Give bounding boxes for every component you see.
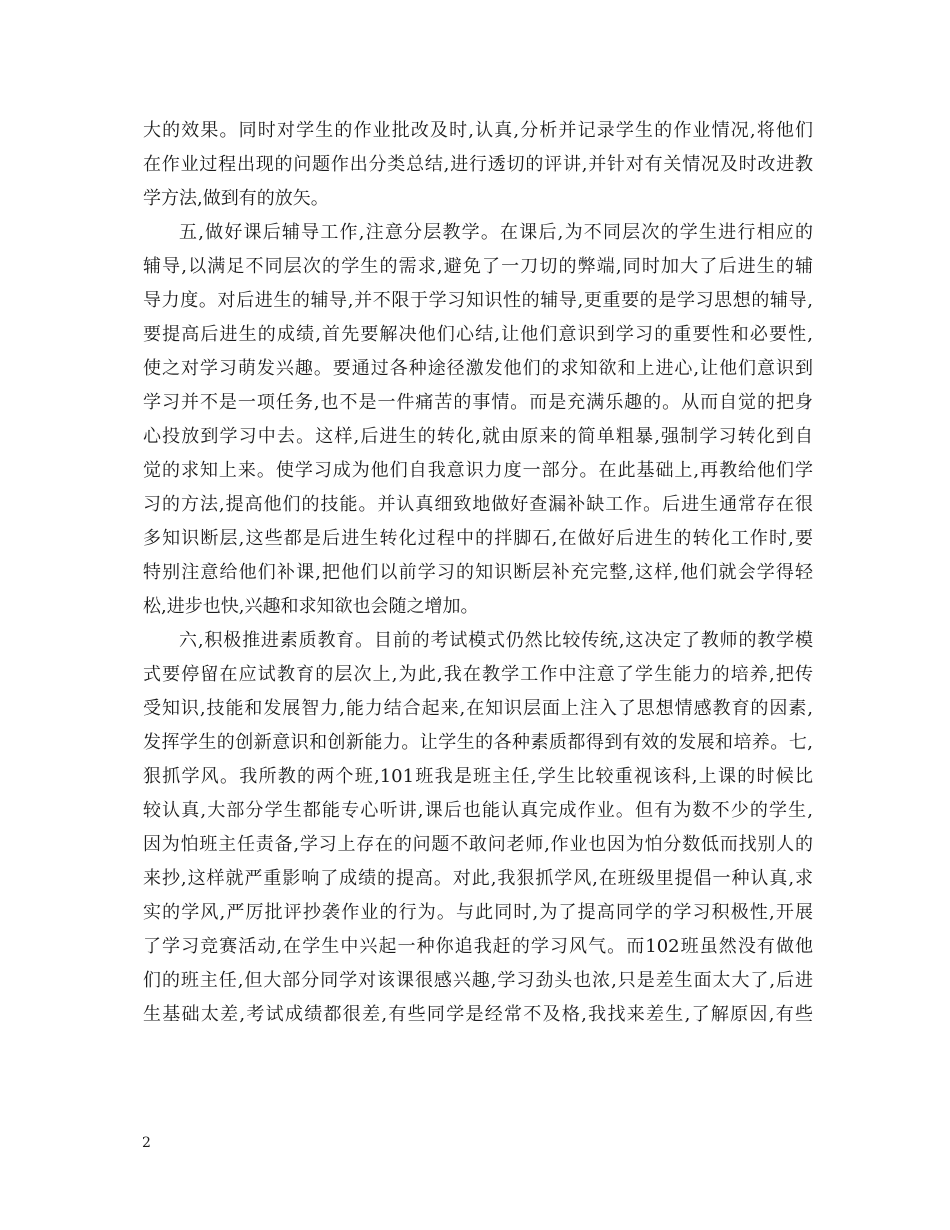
text-line: 发挥学生的创新意识和创新能力。让学生的各种素质都得到有效的发展和培养。七, (143, 732, 813, 753)
text-line: 狠抓学风。我所教的两个班,101班我是班主任,学生比较重视该科,上课的时候比 (143, 766, 813, 787)
text-line: 较认真,大部分学生都能专心听讲,课后也能认真完成作业。但有为数不少的学生, (143, 800, 813, 821)
body-text (143, 114, 813, 1032)
paragraph-start-line: 六,积极推进素质教育。目前的考试模式仍然比较传统,这决定了教师的教学模 (179, 630, 813, 651)
text-line: 习的方法,提高他们的技能。并认真细致地做好查漏补缺工作。后进生通常存在很 (143, 494, 813, 515)
text-line: 受知识,技能和发展智力,能力结合起来,在知识层面上注入了思想情感教育的因素, (143, 698, 813, 719)
text-line: 学方法,做到有的放矢。 (143, 188, 329, 209)
paragraph-start-line: 五,做好课后辅导工作,注意分层教学。在课后,为不同层次的学生进行相应的 (179, 222, 813, 243)
text-line: 觉的求知上来。使学习成为他们自我意识力度一部分。在此基础上,再教给他们学 (143, 460, 813, 481)
text-line: 大的效果。同时对学生的作业批改及时,认真,分析并记录学生的作业情况,将他们 (143, 120, 813, 141)
text-line: 辅导,以满足不同层次的学生的需求,避免了一刀切的弊端,同时加大了后进生的辅 (143, 256, 813, 277)
text-line: 学习并不是一项任务,也不是一件痛苦的事情。而是充满乐趣的。从而自觉的把身 (143, 392, 813, 413)
text-line: 心投放到学习中去。这样,后进生的转化,就由原来的简单粗暴,强制学习转化到自 (143, 426, 813, 447)
text-line: 多知识断层,这些都是后进生转化过程中的拌脚石,在做好后进生的转化工作时,要 (143, 528, 813, 549)
text-line: 来抄,这样就严重影响了成绩的提高。对此,我狠抓学风,在班级里提倡一种认真,求 (143, 868, 813, 889)
text-line: 松,进步也快,兴趣和求知欲也会随之增加。 (143, 596, 479, 617)
text-line: 导力度。对后进生的辅导,并不限于学习知识性的辅导,更重要的是学习思想的辅导, (143, 290, 813, 311)
text-line: 生基础太差,考试成绩都很差,有些同学是经常不及格,我找来差生,了解原因,有些 (143, 1004, 813, 1025)
text-line: 因为怕班主任责备,学习上存在的问题不敢问老师,作业也因为怕分数低而找别人的 (143, 834, 813, 855)
text-line: 要提高后进生的成绩,首先要解决他们心结,让他们意识到学习的重要性和必要性, (143, 324, 813, 345)
text-line: 们的班主任,但大部分同学对该课很感兴趣,学习劲头也浓,只是差生面太大了,后进 (143, 970, 813, 991)
text-line: 在作业过程出现的问题作出分类总结,进行透切的评讲,并针对有关情况及时改进教 (143, 154, 813, 175)
text-line: 使之对学习萌发兴趣。要通过各种途径激发他们的求知欲和上进心,让他们意识到 (143, 358, 813, 379)
text-line: 特别注意给他们补课,把他们以前学习的知识断层补充完整,这样,他们就会学得轻 (143, 562, 813, 583)
text-line: 式要停留在应试教育的层次上,为此,我在教学工作中注意了学生能力的培养,把传 (143, 664, 813, 685)
text-line: 实的学风,严厉批评抄袭作业的行为。与此同时,为了提高同学的学习积极性,开展 (143, 902, 813, 923)
text-line: 了学习竞赛活动,在学生中兴起一种你追我赶的学习风气。而102班虽然没有做他 (143, 936, 813, 957)
page-number: 2 (142, 1135, 151, 1151)
